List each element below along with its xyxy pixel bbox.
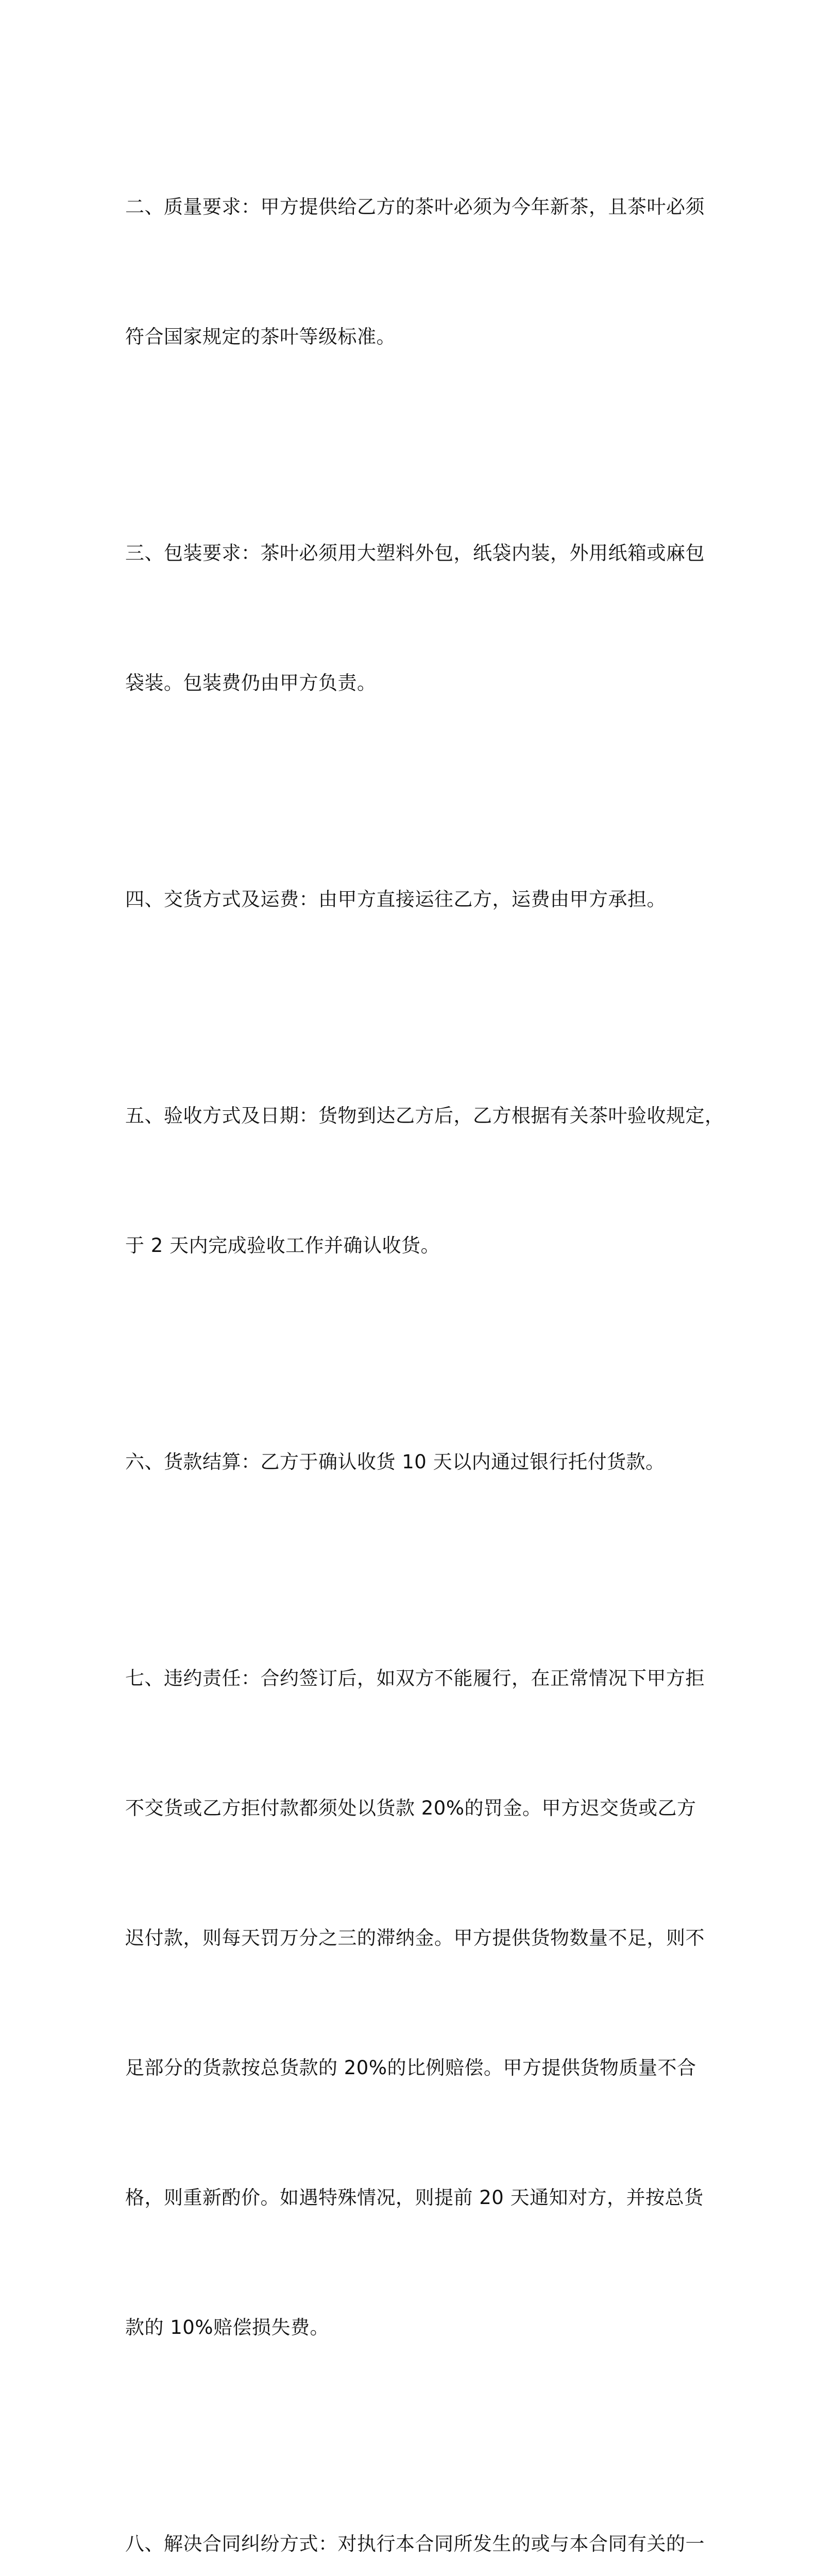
text-line: 袋装。包装费仍由甲方负责。 [125,672,377,694]
clause-packaging [125,445,705,791]
text-line: 三、包装要求：茶叶必须用大塑料外包，纸袋内装，外用纸箱或麻包 [125,542,705,564]
clause-payment [125,1354,702,1570]
text-line: 迟付款，则每天罚万分之三的滞纳金。甲方提供货物数量不足，则不 [125,1927,705,1949]
clause-delivery [125,791,702,1008]
text-line: 足部分的货款按总货款的 20%的比例赔偿。甲方提供货物质量不合 [125,2057,696,2079]
text-line: 五、验收方式及日期：货物到达乙方后，乙方根据有关茶叶验收规定， [125,1105,724,1127]
text-line: 七、违约责任：合约签订后，如双方不能履行，在正常情况下甲方拒 [125,1667,705,1689]
contract-body [125,99,724,2576]
clause-acceptance [125,1008,724,1354]
text-line: 款的 10%赔偿损失费。 [125,2316,329,2338]
text-line: 格，则重新酌价。如遇特殊情况，则提前 20 天通知对方，并按总货 [125,2187,704,2209]
clause-liability [125,1570,705,2436]
text-line: 四、交货方式及运费：由甲方直接运往乙方，运费由甲方承担。 [125,888,666,910]
text-line: 二、质量要求：甲方提供给乙方的茶叶必须为今年新茶，且茶叶必须 [125,196,705,218]
text-line: 六、货款结算：乙方于确认收货 10 天以内通过银行托付货款。 [125,1451,665,1473]
clause-quality [125,99,705,445]
clause-dispute [125,2436,705,2576]
text-line: 符合国家规定的茶叶等级标准。 [125,326,396,348]
text-line: 不交货或乙方拒付款都须处以货款 20%的罚金。甲方迟交货或乙方 [125,1797,696,1819]
text-line: 于 2 天内完成验收工作并确认收货。 [125,1234,440,1257]
text-line: 八、解决合同纠纷方式：对执行本合同所发生的或与本合同有关的一 [125,2533,705,2555]
